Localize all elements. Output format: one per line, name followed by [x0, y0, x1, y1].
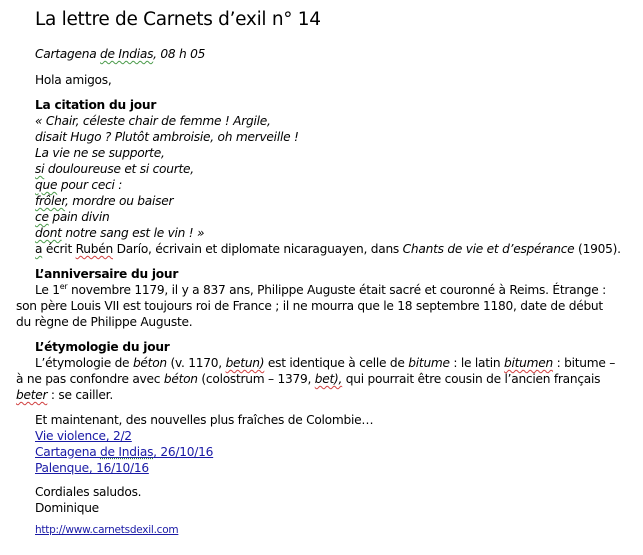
quote-line: « Chair, céleste chair de femme ! Argile, [35, 114, 271, 128]
anniversary-heading: L’anniversaire du jour [35, 267, 179, 281]
quote-line: frôler, mordre ou baiser [35, 194, 174, 208]
website-link[interactable]: http://www.carnetsdexil.com [35, 524, 179, 536]
news-link-vie-violence[interactable]: Vie violence, 2/2 [35, 429, 132, 443]
etymology-line: beter : se cailler. [16, 388, 113, 402]
quote-line: que pour ceci : [35, 178, 123, 192]
signature: Dominique [35, 501, 99, 515]
quote-line: si douloureuse et si courte, [35, 162, 194, 176]
dateline [35, 46, 205, 62]
quote-attribution: a écrit Rubén Darío, écrivain et diplomate nicaraguayen, dans Chants de vie et d’espérance (1905). [35, 242, 621, 256]
anniversary-line: Le 1er novembre 1179, il y a 837 ans, Philippe Auguste était sacré et couronné à Reims. Étrange : [35, 282, 607, 297]
quote-line: disait Hugo ? Plutôt ambroisie, oh merveille ! [35, 130, 299, 144]
etymology-line: L’étymologie de béton (v. 1170, betun) est identique à celle de bitume : le latin bitumen : bitume – [35, 356, 616, 370]
dateline-place: Cartagena [35, 47, 101, 61]
closing: Cordiales saludos. [35, 485, 142, 499]
anniversary-line: son père Louis VII est toujours roi de France ; il ne mourra que le 18 septembre 1180, date de début [16, 299, 603, 313]
news-link-cartagena[interactable]: Cartagena de Indias, 26/10/16 [35, 445, 214, 459]
dateline-place-flagged: de Indias [100, 47, 154, 61]
etymology-heading: L’étymologie du jour [35, 340, 170, 354]
quote-line: dont notre sang est le vin ! » [35, 226, 205, 240]
quote-line: La vie ne se supporte, [35, 146, 165, 160]
letter-title: La lettre de Carnets d’exil n° 14 [35, 9, 321, 30]
quote-line: ce pain divin [35, 210, 110, 224]
anniversary-line: du règne de Philippe Auguste. [16, 315, 193, 329]
news-link-palenque[interactable]: Palenque, 16/10/16 [35, 461, 149, 475]
book-title: Chants de vie et d’espérance [402, 242, 575, 256]
etymology-line: à ne pas confondre avec béton (colostrum – 1379, bet), qui pourrait être cousin de l’ancien français [16, 372, 601, 386]
dateline-time: , 08 h 05 [153, 47, 206, 61]
news-intro: Et maintenant, des nouvelles plus fraîches de Colombie… [35, 413, 374, 427]
greeting: Hola amigos, [35, 73, 112, 87]
quote-heading: La citation du jour [35, 98, 157, 112]
